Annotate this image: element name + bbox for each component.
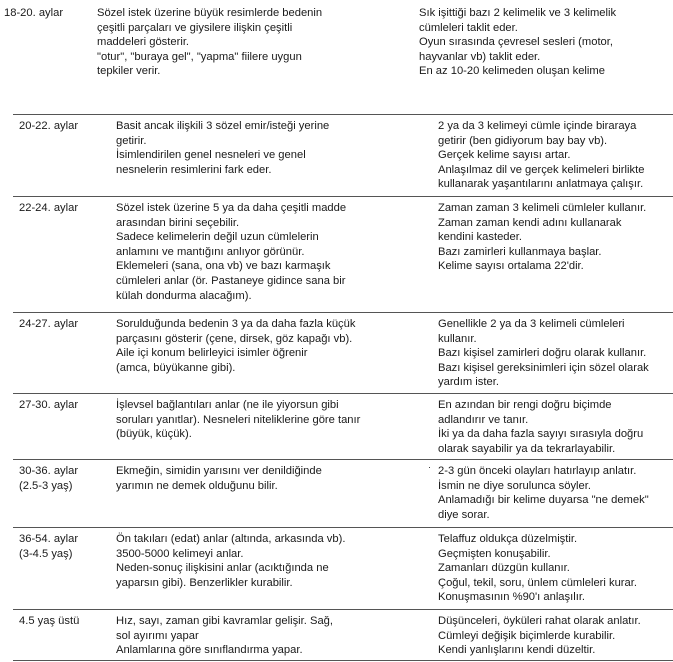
text-line: İsmin ne diye sorulunca söyler. xyxy=(438,479,591,492)
text-line: Konuşmasının %90'ı anlaşılır. xyxy=(438,591,586,604)
age-cell xyxy=(19,532,119,561)
text-line: 2 ya da 3 kelimeyi cümle içinde biraraya xyxy=(438,120,637,132)
text-line: maddeleri gösterir. xyxy=(97,36,190,49)
text-line: yarımın ne demek olduğunu bilir. xyxy=(116,479,278,492)
text-line: Bazı zamirleri kullanmaya başlar. xyxy=(438,245,602,258)
receptive-cell xyxy=(116,464,421,493)
text-line: Ekmeğin, simidin yarısını ver denildiğinde xyxy=(116,465,322,477)
text-line: Telaffuz oldukça düzelmiştir. xyxy=(438,533,578,545)
text-line: çeşitli parçaları ve giysilere ilişkin çeşitli xyxy=(97,21,293,34)
text-line: 2-3 gün önceki olayları hatırlayıp anlatır. xyxy=(438,465,637,477)
age-cell xyxy=(19,317,119,332)
age-label: 27-30. aylar xyxy=(19,399,79,411)
text-line: getirir. xyxy=(116,134,147,147)
age-cell xyxy=(19,201,119,216)
text-line: olarak sayabilir ya da tekrarlayabilir. xyxy=(438,442,616,455)
age-label: 18-20. aylar xyxy=(4,7,64,19)
receptive-cell xyxy=(116,614,421,658)
text-line: arasından birini seçebilir. xyxy=(116,216,240,229)
text-line: İşlevsel bağlantıları anlar (ne ile yiyorsun gibi xyxy=(116,399,339,411)
age-cell xyxy=(19,464,119,493)
row-divider xyxy=(13,114,673,115)
text-line: Düşünceleri, öyküleri rahat olarak anlatır. xyxy=(438,615,641,627)
age-label: 20-22. aylar xyxy=(19,120,79,132)
text-line: Geçmişten konuşabilir. xyxy=(438,547,551,560)
age-cell xyxy=(19,614,119,629)
text-line: Anlaşılmaz dil ve gerçek kelimeleri birlikte xyxy=(438,163,645,176)
expressive-cell xyxy=(438,119,670,192)
expressive-cell xyxy=(438,532,670,605)
text-line: Anlamlarına göre sınıflandırma yapar. xyxy=(116,644,303,657)
expressive-cell xyxy=(438,614,670,658)
text-line: En azından bir rengi doğru biçimde xyxy=(438,399,612,411)
bullet-dot: · xyxy=(428,462,431,472)
text-line: Bazı kişisel gereksinimleri için sözel olarak xyxy=(438,361,649,374)
age-cell xyxy=(19,398,119,413)
table-row xyxy=(0,2,660,110)
row-divider xyxy=(13,459,673,460)
text-line: nesnelerin resimlerini fark eder. xyxy=(116,163,272,176)
text-line: Gerçek kelime sayısı artar. xyxy=(438,149,571,162)
text-line: Zaman zaman 3 kelimeli cümleler kullanır. xyxy=(438,202,647,214)
text-line: Ön takıları (edat) anlar (altında, arkasında vb). xyxy=(116,533,346,545)
text-line: Zamanları düzgün kullanır. xyxy=(438,562,570,575)
text-line: (amca, büyükanne gibi). xyxy=(116,361,236,374)
age-label: (2.5-3 yaş) xyxy=(19,479,73,492)
text-line: Neden-sonuç ilişkisini anlar (acıktığında ne xyxy=(116,562,329,575)
text-line: İki ya da daha fazla sayıyı sırasıyla doğru xyxy=(438,428,644,441)
text-line: Eklemeleri (sana, ona vb) ve bazı karmaşık xyxy=(116,260,331,273)
text-line: diye sorar. xyxy=(438,508,490,521)
text-line: cümleleri anlar (ör. Pastaneye gidince sana bir xyxy=(116,274,346,287)
text-line: parçasını gösterir (çene, dirsek, göz kapağı vb). xyxy=(116,332,353,345)
text-line: Hız, sayı, zaman gibi kavramlar gelişir. Sağ, xyxy=(116,615,333,627)
text-line: Bazı kişisel zamirleri doğru olarak kullanır. xyxy=(438,347,647,360)
receptive-cell xyxy=(116,398,421,442)
expressive-cell xyxy=(438,317,670,390)
text-line: Aile içi konum belirleyici isimler öğrenir xyxy=(116,347,308,360)
text-line: külah dondurma alacağım). xyxy=(116,289,252,302)
text-line: Cümleyi değişik biçimlerde kurabilir. xyxy=(438,629,616,642)
text-line: soruları yanıtlar). Nesneleri niteliklerine göre tanır xyxy=(116,413,361,426)
text-line: Sadece kelimelerin değil uzun cümlelerin xyxy=(116,231,319,244)
expressive-cell xyxy=(419,6,651,79)
text-line: yaparsın gibi). Benzerlikler kurabilir. xyxy=(116,576,293,589)
receptive-cell xyxy=(116,201,421,303)
text-line: Sorulduğunda bedenin 3 ya da daha fazla küçük xyxy=(116,318,356,330)
age-cell xyxy=(4,6,104,21)
text-line: (büyük, küçük). xyxy=(116,428,192,441)
expressive-cell xyxy=(438,201,670,274)
text-line: En az 10-20 kelimeden oluşan kelime xyxy=(419,65,605,78)
receptive-cell xyxy=(116,119,421,177)
expressive-cell xyxy=(438,464,670,522)
text-line: sol ayırımı yapar xyxy=(116,629,199,642)
text-line: Çoğul, tekil, soru, ünlem cümleleri kurar. xyxy=(438,576,637,589)
text-line: yardım ister. xyxy=(438,376,499,389)
age-label: 30-36. aylar xyxy=(19,465,79,477)
row-divider xyxy=(13,527,673,528)
text-line: Kendi yanlışlarını kendi düzeltir. xyxy=(438,644,596,657)
text-line: "otur", "buraya gel", "yapma" fiilere uygun xyxy=(97,50,302,63)
text-line: getirir (ben gidiyorum bay bay vb). xyxy=(438,134,608,147)
row-divider xyxy=(13,312,673,313)
receptive-cell xyxy=(97,6,402,79)
row-divider xyxy=(13,660,673,661)
age-label: 24-27. aylar xyxy=(19,318,79,330)
text-line: Sözel istek üzerine büyük resimlerde bedenin xyxy=(97,7,323,19)
text-line: cümleleri taklit eder. xyxy=(419,21,518,34)
receptive-cell xyxy=(116,532,421,590)
age-label: 4.5 yaş üstü xyxy=(19,615,80,627)
text-line: Zaman zaman kendi adını kullanarak xyxy=(438,216,622,229)
text-line: 3500-5000 kelimeyi anlar. xyxy=(116,547,244,560)
text-line: Sık işittiği bazı 2 kelimelik ve 3 kelimelik xyxy=(419,7,617,19)
age-cell xyxy=(19,119,119,134)
age-label: 36-54. aylar xyxy=(19,533,79,545)
text-line: tepkiler verir. xyxy=(97,65,161,78)
text-line: İsimlendirilen genel nesneleri ve genel xyxy=(116,149,306,162)
text-line: adlandırır ve tanır. xyxy=(438,413,529,426)
row-divider xyxy=(13,196,673,197)
text-line: Sözel istek üzerine 5 ya da daha çeşitli madde xyxy=(116,202,347,214)
text-line: Oyun sırasında çevresel sesleri (motor, xyxy=(419,36,613,49)
text-line: kullanarak yaşantılarını anlatmaya çalışır. xyxy=(438,178,644,191)
text-line: Genellikle 2 ya da 3 kelimeli cümleleri xyxy=(438,318,625,330)
text-line: Kelime sayısı ortalama 22'dir. xyxy=(438,260,584,273)
receptive-cell xyxy=(116,317,421,375)
age-label: 22-24. aylar xyxy=(19,202,79,214)
expressive-cell xyxy=(438,398,670,456)
text-line: Anlamadığı bir kelime duyarsa "ne demek" xyxy=(438,494,649,507)
row-divider xyxy=(13,393,673,394)
text-line: hayvanlar vb) taklit eder. xyxy=(419,50,541,63)
text-line: kullanır. xyxy=(438,332,477,345)
text-line: Basit ancak ilişkili 3 sözel emir/isteği yerine xyxy=(116,120,330,132)
text-line: kendini kasteder. xyxy=(438,231,522,244)
age-label: (3-4.5 yaş) xyxy=(19,547,73,560)
text-line: anlamını ve mantığını anlıyor görünür. xyxy=(116,245,305,258)
row-divider xyxy=(13,609,673,610)
